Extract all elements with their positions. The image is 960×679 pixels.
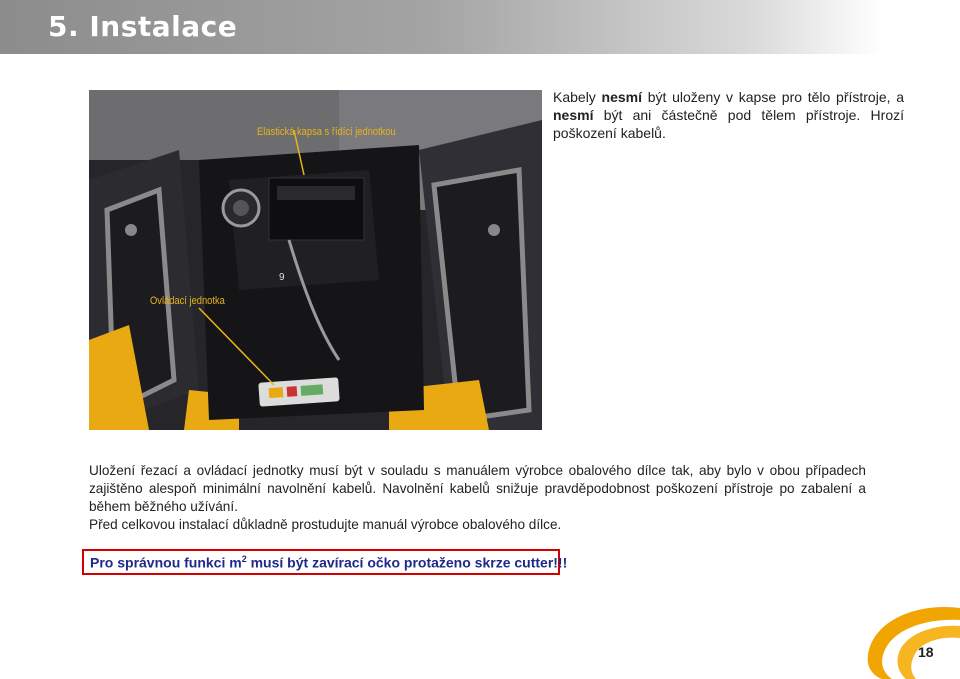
warning-text: Pro správnou funkci $m^2$ musí být zavírací očko protaženo skrze cutter!!! xyxy=(90,554,568,571)
paragraph-2: Před celkovou instalací důkladně prostudujte manuál výrobce obalového dílce. xyxy=(89,517,562,532)
label-control-unit: Ovládací jednotka xyxy=(150,295,225,307)
logo-swoosh-icon xyxy=(860,600,960,679)
paragraph-1: Uložení řezací a ovládací jednotky musí být v souladu s manuálem výrobce obalového dílce tak, aby bylo v obou případech zajištěno alespoň minimální navolnění kabelů. Navolnění kabelů snižuje pravděpodobnost poškození přístroje po zabalení a během běžného užívání. xyxy=(89,463,866,514)
harness-illustration xyxy=(89,90,542,430)
page-number: 18 xyxy=(918,644,934,660)
label-pocket: Elastická kapsa s řídící jednotkou xyxy=(257,126,396,138)
body-text xyxy=(89,462,866,534)
side-note: Kabely nesmí být uloženy v kapse pro tělo přístroje, a nesmí být ani částečně pod tělem přístroje. Hrozí poškození kabelů. xyxy=(553,89,904,141)
warning-box xyxy=(82,549,568,575)
installation-photo xyxy=(89,90,542,430)
strap-number: 9 xyxy=(279,272,285,283)
page-title: 5. Instalace xyxy=(48,10,238,43)
page-header xyxy=(0,0,960,54)
